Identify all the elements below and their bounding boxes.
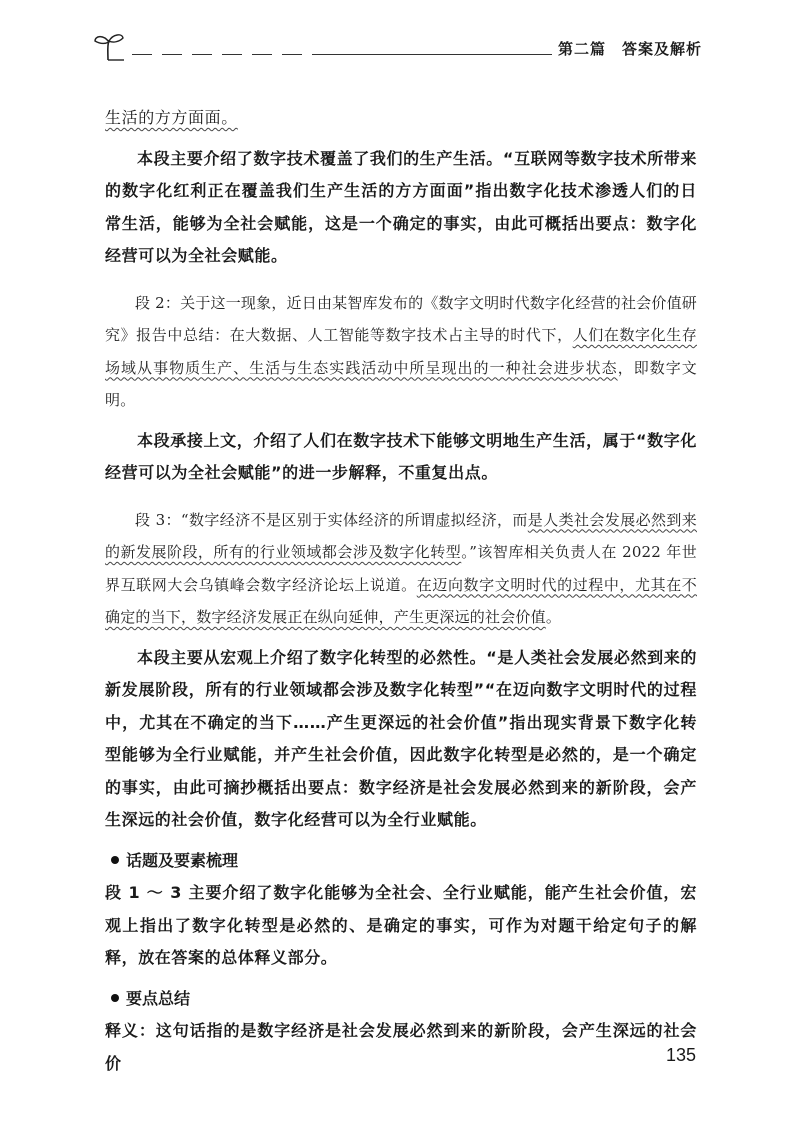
section-heading-topics	[105, 845, 697, 878]
source-text: 段 3：“数字经济不是区别于实体经济的所谓虚拟经济，而	[135, 510, 528, 529]
interpretation-paragraph: 释义：这句话指的是数字经济是社会发展必然到来的新阶段，会产生深远的社会价	[105, 1021, 697, 1073]
page-content	[105, 102, 697, 1080]
page-header	[92, 30, 702, 70]
page-number: 135	[665, 1045, 696, 1065]
underlined-text: 是人类社会发展必然到来的新发展阶段，所有的行业领域都会涉及数字化转型	[105, 510, 697, 561]
sprout-icon	[92, 30, 126, 64]
source-text: 。”该智库相关负责人在 2022 年世界互联网大会乌镇峰会数字经济论坛上说道。	[105, 543, 697, 594]
analysis-paragraph-1: 本段主要介绍了数字技术覆盖了我们的生产生活。“互联网等数字技术所带来的数字化红利正在覆盖我们生产生活的方方面面”指出数字化技术渗透人们的日常生活，能够为全社会赋能，这是一个确定的事实，由此可概括出要点：数字化经营可以为全社会赋能。	[105, 148, 697, 265]
underlined-text: 在迈向数字文明时代的过程中，尤其在不确定的当下，数字经济发展正在纵向延伸，产生更深远的社会价值	[105, 575, 697, 626]
source-text: ，即数字文明。	[105, 358, 697, 409]
section-heading-key-points	[105, 983, 697, 1016]
source-paragraph-2	[105, 287, 697, 417]
source-text: 段 2：关于这一现象，近日由某智库发布的《数字文明时代数字化经营的社会价值研究》报告中总结：在大数据、人工智能等数字技术占主导的时代下，	[105, 293, 697, 344]
analysis-paragraph-2: 本段承接上文，介绍了人们在数字技术下能够文明地生产生活，属于“数字化经营可以为全社会赋能”的进一步解释，不重复出点。	[105, 430, 697, 482]
heading-text: 要点总结	[126, 988, 191, 1008]
bullet-icon	[111, 856, 119, 864]
heading-text: 话题及要素梳理	[126, 850, 239, 870]
underlined-text: 人们在数字化生存场域从事物质生产、生活与生态实践活动中所呈现出的一种社会进步状态	[105, 326, 697, 377]
underlined-text: 生活的方方面面。	[105, 108, 238, 127]
section-title: 第二篇 答案及解析	[557, 40, 702, 58]
bullet-icon	[111, 994, 119, 1002]
source-paragraph-3	[105, 504, 697, 634]
source-text: 。	[545, 608, 562, 626]
analysis-paragraph-3: 本段主要从宏观上介绍了数字化转型的必然性。“是人类社会发展必然到来的新发展阶段，所有的行业领域都会涉及数字化转型”“在迈向数字文明时代的过程中，尤其在不确定的当下……产生更深远的社会价值”指出现实背景下数字化转型能够为全行业赋能，并产生社会价值，因此数字化转型是必然的，是一个确定的事实，由此可摘抄概括出要点：数字经济是社会发展必然到来的新阶段，会产生深远的社会价值，数字化经营可以为全行业赋能。	[105, 647, 697, 829]
summary-paragraph: 段 1 ～ 3 主要介绍了数字化能够为全社会、全行业赋能，能产生社会价值，宏观上指出了数字化转型是必然的、是确定的事实，可作为对题干给定句子的解释，放在答案的总体释义部分。	[105, 883, 697, 967]
header-rule-dashes	[122, 52, 322, 56]
continued-line	[105, 102, 697, 135]
